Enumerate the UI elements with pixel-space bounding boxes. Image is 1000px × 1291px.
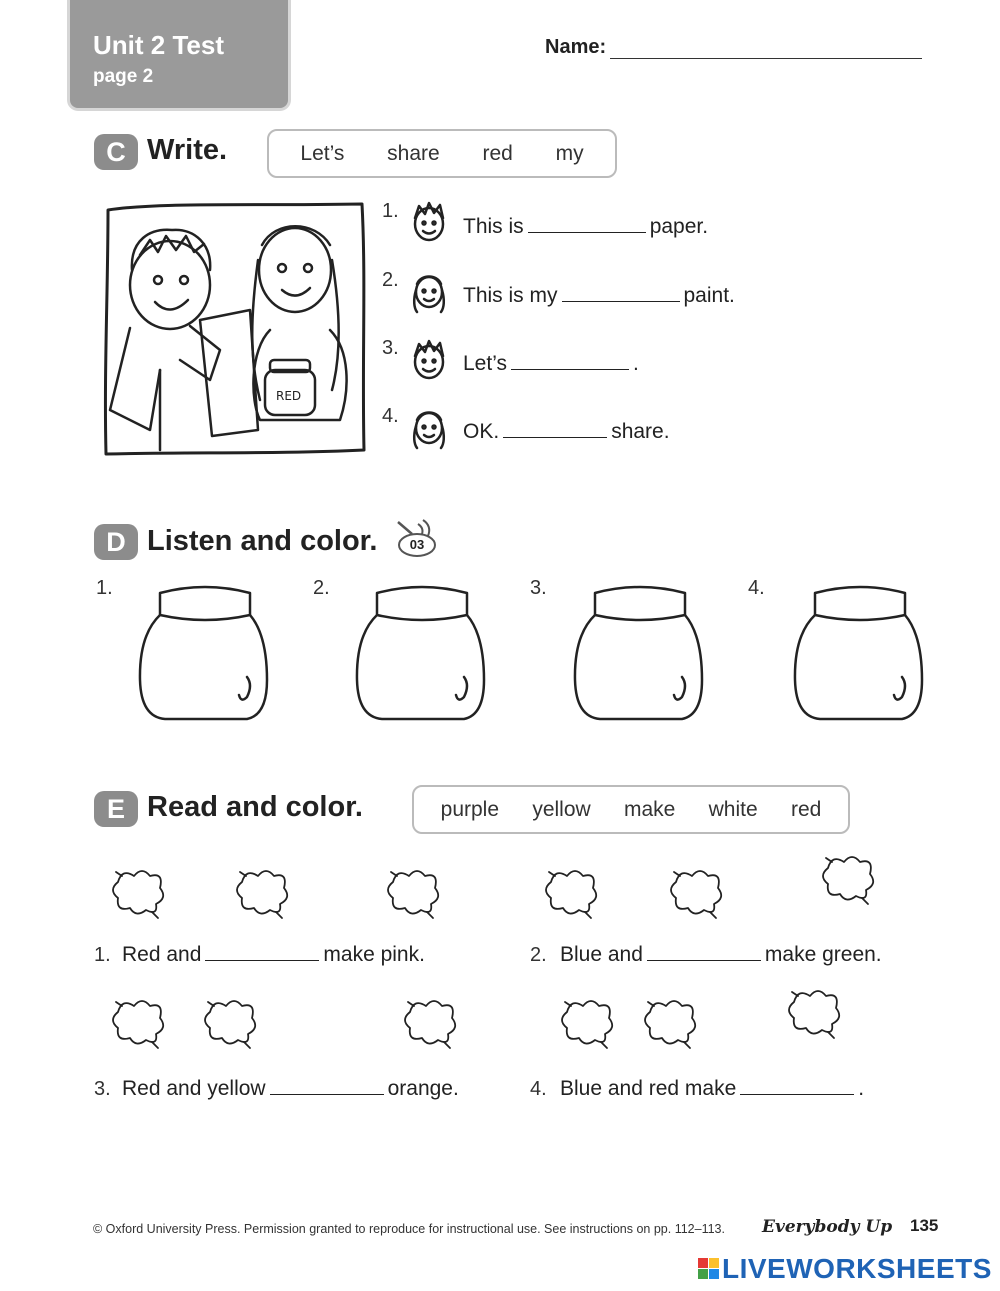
answer-blank[interactable] [205, 959, 319, 961]
section-e-badge: E [94, 791, 138, 827]
item-number: 2. [382, 269, 399, 291]
jar-number: 4. [748, 577, 765, 599]
item-number: 2. [530, 944, 547, 966]
book-brand: Everybody Up [762, 1217, 893, 1237]
section-d-title: Listen and color. [147, 525, 378, 557]
unit-page: page 2 [93, 66, 154, 87]
item-number: 4. [530, 1078, 547, 1100]
paint-splat[interactable] [541, 864, 603, 920]
liveworksheets-watermark: LIVEWORKSHEETS [722, 1253, 992, 1284]
girl-face-icon [407, 268, 451, 314]
answer-blank[interactable] [503, 436, 607, 438]
item-number: 4. [382, 405, 399, 427]
paint-splat[interactable] [640, 994, 702, 1050]
section-d-badge: D [94, 524, 138, 560]
section-e-title: Read and color. [147, 791, 363, 823]
paint-splat[interactable] [818, 850, 880, 906]
sentence-text: . [632, 352, 639, 375]
paint-splat[interactable] [383, 864, 445, 920]
jar-3-coloring[interactable] [570, 585, 710, 725]
sentence-text: OK. [463, 420, 500, 443]
sentence-e1 [122, 943, 425, 967]
copyright-notice: © Oxford University Press. Permission granted to reproduce for instructional use. See instructions on pp. 112–113. [93, 1222, 725, 1236]
answer-blank[interactable] [740, 1093, 854, 1095]
jar-label: RED [276, 389, 302, 403]
jar-1-coloring[interactable] [135, 585, 275, 725]
paint-splat[interactable] [232, 864, 294, 920]
kids-sharing-illustration [100, 200, 370, 460]
sentence-text: Blue and red make [560, 1077, 737, 1100]
boy-face-icon [407, 198, 451, 244]
word-bank-item: white [708, 797, 758, 821]
name-label: Name: [545, 36, 607, 58]
section-c-word-bank [267, 129, 617, 178]
word-bank-item: make [623, 797, 676, 821]
sentence-text: paper. [649, 215, 709, 238]
boy-face-icon [407, 336, 451, 382]
sentence-text: orange. [387, 1077, 459, 1100]
girl-face-icon [407, 404, 451, 450]
paint-splat[interactable] [557, 994, 619, 1050]
word-bank-item: Let’s [300, 141, 345, 165]
paint-splat[interactable] [784, 984, 846, 1040]
name-input-line[interactable] [610, 58, 922, 59]
answer-blank[interactable] [511, 368, 629, 370]
sentence-text: Red and yellow [122, 1077, 266, 1100]
sentence-text: Blue and [560, 943, 643, 966]
word-bank-item: my [555, 141, 584, 165]
item-number: 1. [382, 200, 399, 222]
sentence-c1 [463, 215, 708, 239]
audio-track-number: 03 [409, 537, 425, 552]
word-bank-item: red [482, 141, 513, 165]
paint-splat[interactable] [108, 864, 170, 920]
sentence-e3 [122, 1077, 459, 1101]
sentence-c4 [463, 420, 670, 444]
sentence-text: paint. [683, 284, 735, 307]
item-number: 1. [94, 944, 111, 966]
sentence-text: Red and [122, 943, 202, 966]
sentence-text: This is [463, 215, 524, 238]
sentence-text: share. [611, 420, 670, 443]
jar-number: 2. [313, 577, 330, 599]
answer-blank[interactable] [270, 1093, 384, 1095]
word-bank-item: yellow [532, 797, 591, 821]
paint-splat[interactable] [666, 864, 728, 920]
audio-track-icon[interactable] [396, 518, 438, 558]
word-bank-item: red [790, 797, 822, 821]
sentence-text: This is my [463, 284, 558, 307]
section-c-badge: C [94, 134, 138, 170]
section-e-word-bank [412, 785, 850, 834]
jar-4-coloring[interactable] [790, 585, 930, 725]
page-number: 135 [910, 1216, 939, 1235]
paint-splat[interactable] [200, 994, 262, 1050]
sentence-text: make pink. [323, 943, 425, 966]
paint-splat[interactable] [400, 994, 462, 1050]
jar-number: 1. [96, 577, 113, 599]
answer-blank[interactable] [528, 231, 646, 233]
word-bank-item: share [387, 141, 440, 165]
sentence-e4 [560, 1077, 864, 1101]
sentence-c3 [463, 352, 639, 376]
section-c-title: Write. [147, 134, 228, 166]
paint-splat[interactable] [108, 994, 170, 1050]
liveworksheets-logo-icon [698, 1258, 720, 1280]
sentence-text: make green. [764, 943, 882, 966]
word-bank-item: purple [440, 797, 500, 821]
jar-2-coloring[interactable] [352, 585, 492, 725]
sentence-text: Let’s [463, 352, 507, 375]
item-number: 3. [94, 1078, 111, 1100]
sentence-text: . [858, 1077, 865, 1100]
sentence-c2 [463, 284, 735, 308]
sentence-e2 [560, 943, 882, 967]
answer-blank[interactable] [647, 959, 761, 961]
jar-number: 3. [530, 577, 547, 599]
answer-blank[interactable] [562, 300, 680, 302]
unit-title: Unit 2 Test [93, 30, 224, 60]
item-number: 3. [382, 337, 399, 359]
